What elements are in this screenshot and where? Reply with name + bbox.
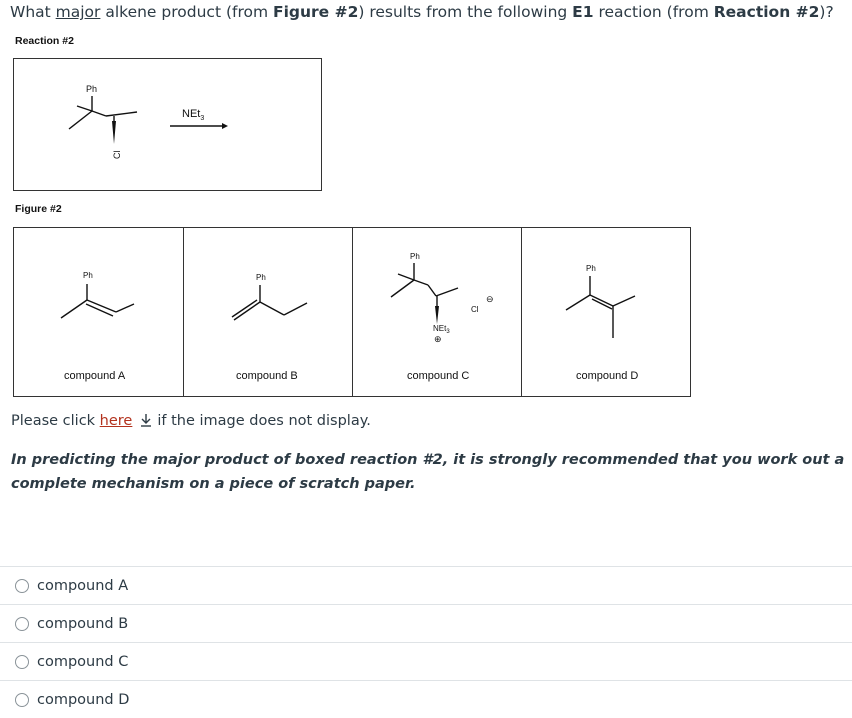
bond bbox=[77, 106, 92, 111]
compound-c-name: compound C bbox=[407, 370, 470, 382]
compound-c-cl: Cl bbox=[471, 305, 479, 314]
answer-label: compound A bbox=[37, 577, 129, 594]
compound-c-ph: Ph bbox=[410, 252, 420, 261]
reaction-box bbox=[13, 58, 322, 191]
recommendation-text: In predicting the major product of boxed reaction #2, it is strongly recommended that you work out a complete mechanism on a piece of scratch paper. bbox=[11, 452, 845, 492]
question-e1: E1 bbox=[572, 3, 594, 21]
positive-charge-icon: ⊕ bbox=[434, 334, 442, 344]
bond bbox=[436, 288, 458, 296]
compound-b-ph: Ph bbox=[256, 273, 266, 282]
radio-empty-icon[interactable] bbox=[15, 693, 29, 707]
download-arrow-icon bbox=[139, 413, 153, 427]
bond bbox=[414, 280, 428, 285]
question-part: )? bbox=[819, 3, 834, 21]
bond bbox=[260, 302, 284, 315]
compound-c-panel bbox=[352, 227, 522, 397]
reaction-cl-label: Cl bbox=[112, 150, 122, 159]
question-figure-ref: Figure #2 bbox=[273, 3, 359, 21]
wedge-bond bbox=[435, 306, 439, 324]
answer-label: compound C bbox=[37, 653, 129, 670]
bond bbox=[566, 295, 590, 310]
question-reaction-ref: Reaction #2 bbox=[713, 3, 820, 21]
compound-c-net: NEt$_3$ bbox=[433, 324, 450, 335]
bond bbox=[428, 285, 436, 296]
figure-label: Figure #2 bbox=[15, 203, 62, 215]
compound-d-name: compound D bbox=[576, 370, 639, 382]
compound-b-panel bbox=[183, 227, 353, 397]
compound-d-structure bbox=[522, 228, 690, 396]
double-bond bbox=[232, 300, 257, 317]
bond bbox=[116, 304, 134, 312]
compound-c-structure bbox=[353, 228, 521, 396]
question-text bbox=[10, 2, 834, 22]
question-part: reaction (from bbox=[593, 3, 714, 21]
double-bond bbox=[234, 302, 260, 320]
answer-option-c[interactable] bbox=[0, 642, 852, 680]
bond bbox=[92, 111, 106, 116]
bond bbox=[613, 296, 635, 306]
question-part: ) results from the following bbox=[358, 3, 573, 21]
answer-label: compound D bbox=[37, 691, 130, 708]
image-download-link[interactable]: here bbox=[99, 413, 133, 429]
bond bbox=[61, 300, 87, 318]
question-part: alkene product (from bbox=[100, 3, 273, 21]
compound-a-ph: Ph bbox=[83, 271, 93, 280]
compound-a-structure bbox=[14, 228, 184, 396]
reaction-ph-label: Ph bbox=[86, 84, 98, 94]
question-part: What bbox=[10, 3, 56, 21]
bond bbox=[391, 280, 414, 297]
compound-b-name: compound B bbox=[236, 370, 298, 382]
radio-empty-icon[interactable] bbox=[15, 579, 29, 593]
compound-d-panel bbox=[521, 227, 691, 397]
compound-a-name: compound A bbox=[64, 370, 126, 382]
reaction-scheme bbox=[14, 59, 321, 190]
arrow-head bbox=[222, 123, 228, 129]
answer-list bbox=[0, 566, 852, 718]
radio-empty-icon[interactable] bbox=[15, 617, 29, 631]
answer-option-a[interactable] bbox=[0, 566, 852, 604]
negative-charge-icon: ⊖ bbox=[486, 294, 494, 304]
bond bbox=[106, 112, 137, 116]
notice-prefix: Please click bbox=[11, 413, 100, 429]
compound-d-ph: Ph bbox=[586, 264, 596, 273]
notice-suffix: if the image does not display. bbox=[157, 413, 371, 429]
compound-a-panel bbox=[13, 227, 185, 397]
bond bbox=[69, 111, 92, 129]
radio-empty-icon[interactable] bbox=[15, 655, 29, 669]
bond bbox=[284, 303, 307, 315]
answer-label: compound B bbox=[37, 615, 129, 632]
reaction-label: Reaction #2 bbox=[15, 35, 74, 47]
question-emphasis-major: major bbox=[55, 3, 101, 21]
reagent-label: NEt$_3$ bbox=[182, 108, 205, 122]
image-fallback-notice bbox=[11, 413, 371, 429]
bond bbox=[398, 274, 414, 280]
answer-option-d[interactable] bbox=[0, 680, 852, 718]
compound-b-structure bbox=[184, 228, 352, 396]
wedge-bond bbox=[112, 121, 116, 144]
answer-option-b[interactable] bbox=[0, 604, 852, 642]
